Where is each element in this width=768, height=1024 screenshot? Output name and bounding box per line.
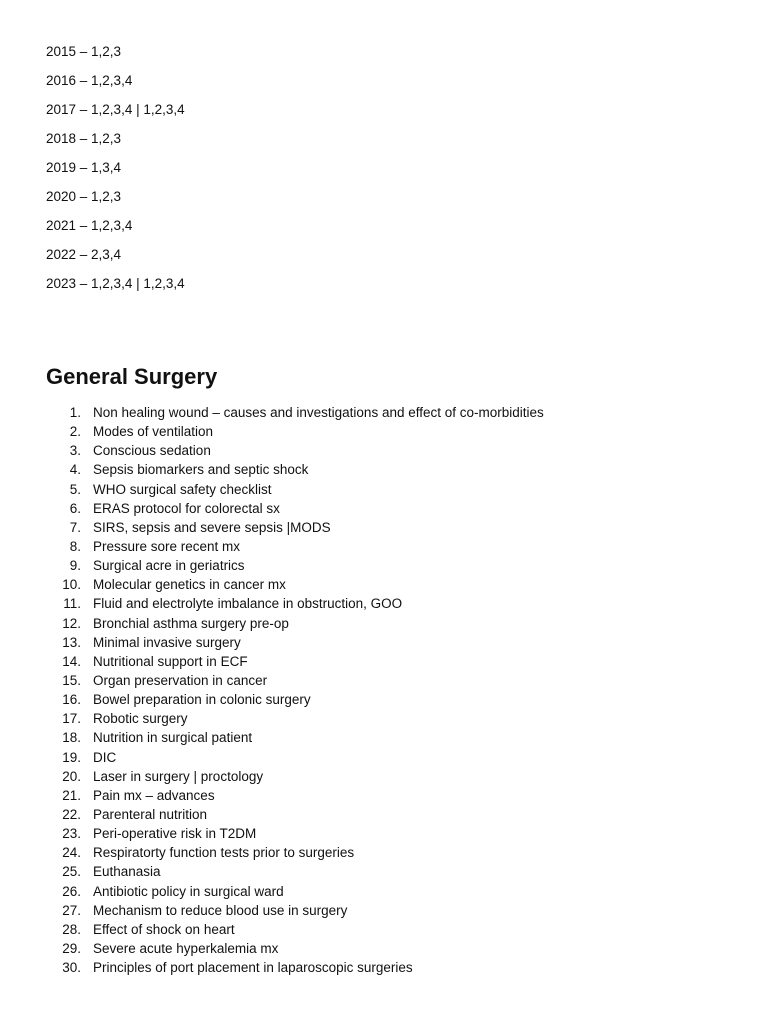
topic-number: 11. [63, 596, 81, 612]
topic-text: Effect of shock on heart [93, 921, 235, 937]
topic-text: Euthanasia [93, 864, 161, 880]
year-entry: 2017 – 1,2,3,4 | 1,2,3,4 [46, 102, 185, 117]
topic-number: 13. [62, 634, 81, 650]
topic-number: 25. [62, 864, 81, 880]
topic-text: Bronchial asthma surgery pre-op [93, 615, 289, 631]
topic-number: 6. [69, 500, 81, 516]
topic-text: Peri-operative risk in T2DM [93, 826, 257, 842]
year-entry: 2018 – 1,2,3 [46, 131, 122, 146]
year-entry: 2023 – 1,2,3,4 | 1,2,3,4 [46, 276, 185, 291]
topic-text: WHO surgical safety checklist [93, 481, 272, 497]
topic-number: 22. [62, 806, 81, 822]
topic-text: ERAS protocol for colorectal sx [93, 500, 280, 516]
topic-text: Nutrition in surgical patient [93, 730, 253, 746]
year-entry: 2022 – 2,3,4 [46, 247, 122, 262]
topic-text: Principles of port placement in laparoscopic surgeries [93, 960, 413, 976]
topic-text: Laser in surgery | proctology [93, 768, 264, 784]
topic-number: 5. [69, 481, 81, 497]
topic-number: 24. [62, 845, 81, 861]
topic-number: 3. [69, 443, 81, 459]
topic-number: 26. [62, 883, 81, 899]
topic-text: Nutritional support in ECF [93, 653, 248, 669]
topic-text: Parenteral nutrition [93, 806, 208, 822]
year-entry: 2016 – 1,2,3,4 [46, 73, 133, 88]
topic-text: Fluid and electrolyte imbalance in obstruction, GOO [93, 596, 403, 612]
topic-number: 15. [62, 672, 81, 688]
topic-text: Pain mx – advances [93, 787, 215, 803]
topic-number: 20. [62, 768, 81, 784]
topic-number: 9. [69, 558, 81, 574]
topic-number: 28. [62, 921, 81, 937]
topic-text: Mechanism to reduce blood use in surgery [93, 902, 348, 918]
topic-text: Antibiotic policy in surgical ward [93, 883, 284, 899]
year-entry: 2015 – 1,2,3 [46, 44, 122, 59]
year-entry: 2020 – 1,2,3 [46, 189, 122, 204]
topic-text: Conscious sedation [93, 443, 211, 459]
topic-number: 1. [69, 405, 81, 420]
topic-number: 21. [62, 787, 81, 803]
topic-text: Severe acute hyperkalemia mx [93, 940, 279, 956]
topic-number: 16. [62, 692, 81, 708]
topic-text: Sepsis biomarkers and septic shock [93, 462, 309, 478]
year-entry: 2021 – 1,2,3,4 [46, 218, 133, 233]
year-entry: 2019 – 1,3,4 [46, 160, 122, 175]
topic-text: Molecular genetics in cancer mx [93, 577, 286, 593]
topic-number: 12. [62, 615, 81, 631]
topic-text: Respiratorty function tests prior to surgeries [93, 845, 355, 861]
topic-text: SIRS, sepsis and severe sepsis |MODS [93, 519, 331, 535]
topic-text: Surgical acre in geriatrics [93, 558, 245, 574]
topic-text: Non healing wound – causes and investigations and effect of co-morbidities [93, 405, 544, 420]
section-title: General Surgery [46, 364, 218, 389]
topic-text: Robotic surgery [93, 711, 188, 727]
topic-text: Modes of ventilation [93, 424, 214, 440]
year-list [46, 42, 185, 303]
topic-number: 14. [62, 653, 81, 669]
topic-number: 7. [69, 519, 81, 535]
topic-text: Minimal invasive surgery [93, 634, 241, 650]
topic-text: Bowel preparation in colonic surgery [93, 692, 311, 708]
topic-number: 4. [69, 462, 81, 478]
topic-text: DIC [93, 749, 117, 765]
topic-number: 27. [62, 902, 81, 918]
topic-text: Organ preservation in cancer [93, 672, 268, 688]
topic-number: 29. [62, 940, 81, 956]
topic-number: 30. [62, 960, 81, 976]
topic-number: 17. [62, 711, 81, 727]
topic-number: 18. [62, 730, 81, 746]
topic-number: 23. [62, 826, 81, 842]
topic-text: Pressure sore recent mx [93, 538, 241, 554]
topic-number: 10. [62, 577, 81, 593]
topic-number: 2. [69, 424, 81, 440]
topic-number: 8. [69, 538, 81, 554]
topic-number: 19. [62, 749, 81, 765]
